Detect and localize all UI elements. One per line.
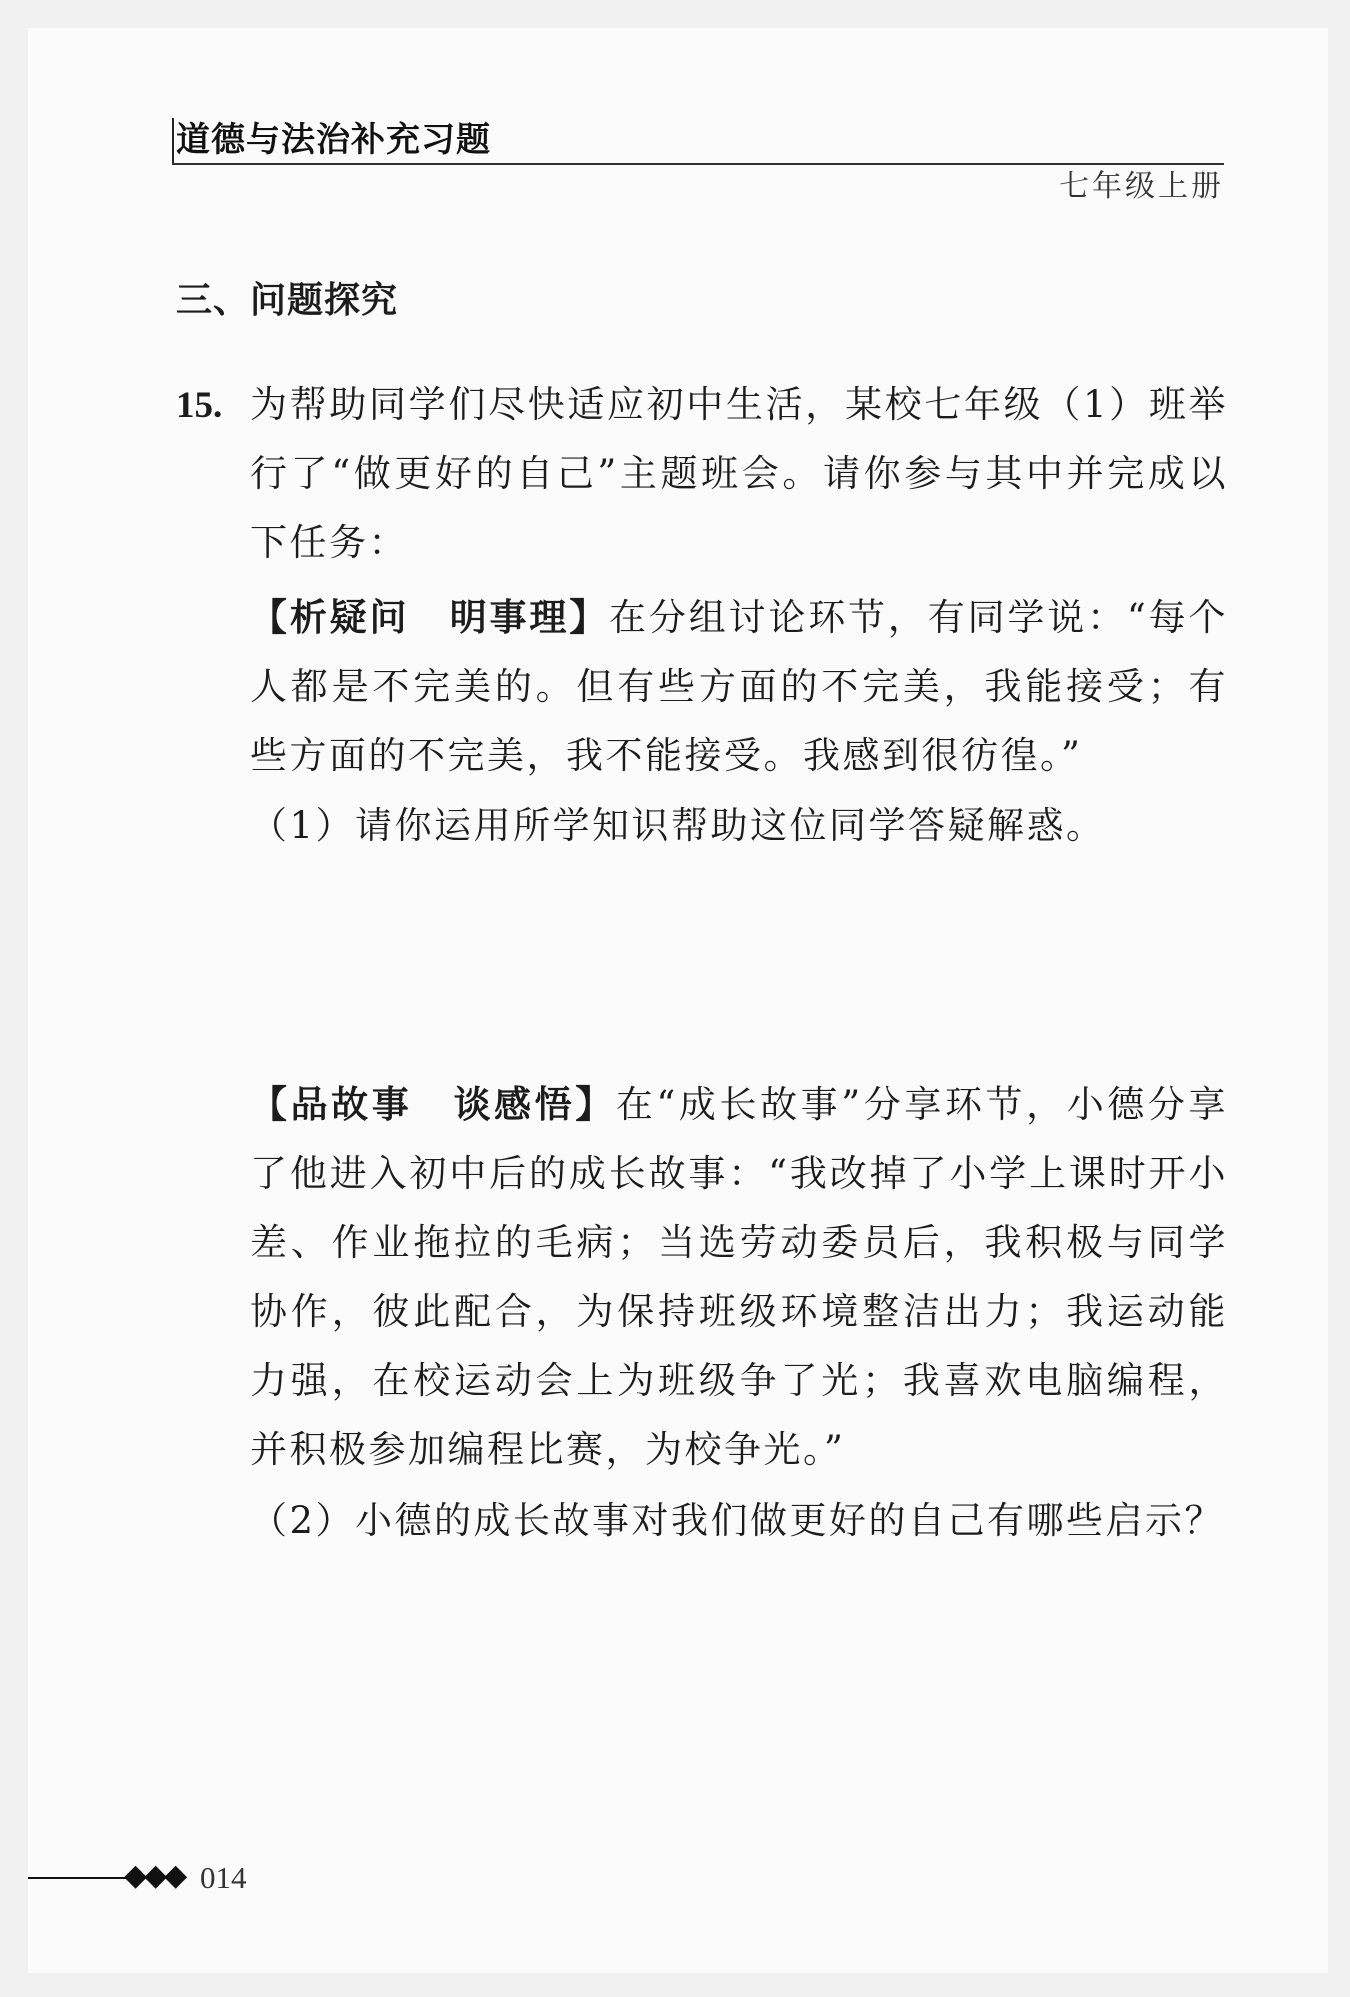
grade-label: 七年级上册 [1059, 169, 1224, 204]
part2-text: 在“成长故事”分享环节，小德分享了他进入初中后的成长故事：“我改掉了小学上课时开小差、作业拖拉的毛病；当选劳动委员后，我积极与同学协作，彼此配合，为保持班级环境整洁出力；我运动能力强，在校运动会上为班级争了光；我喜欢电脑编程，并积极参加编程比赛，为校争光。” [250, 1083, 1228, 1471]
part2-paragraph [250, 1070, 1228, 1484]
part1-text: 在分组讨论环节，有同学说：“每个人都是不完美的。但有些方面的不完美，我能接受；有些方面的不完美，我不能接受。我感到很彷徨。” [250, 596, 1229, 777]
page-number: 014 [200, 1860, 247, 1895]
part1-paragraph [250, 583, 1228, 790]
book-title: 道德与法治补充习题 [176, 120, 491, 160]
sub-question-2: （2）小德的成长故事对我们做更好的自己有哪些启示？ [250, 1499, 1225, 1542]
question-stem: 为帮助同学们尽快适应初中生活，某校七年级（1）班举行了“做更好的自己”主题班会。请你参与其中并完成以下任务： [250, 383, 1228, 564]
diamond-ornament-icon: ◆◆◆ [124, 1858, 185, 1893]
question-number: 15. [176, 385, 223, 426]
part1-tag-right: 明事理】 [449, 596, 610, 639]
section-title: 三、问题探究 [176, 280, 399, 321]
part1-tag-left: 【析疑问 [250, 596, 410, 639]
part2-tag-right: 谈感悟】 [452, 1083, 616, 1126]
footer-rule [28, 1877, 126, 1879]
sub-question-1: （1）请你运用所学知识帮助这位同学答疑解惑。 [250, 804, 1106, 847]
header-rule [172, 163, 1224, 165]
part2-tag-left: 【品故事 [250, 1083, 413, 1126]
header-divider-vertical [172, 118, 174, 164]
